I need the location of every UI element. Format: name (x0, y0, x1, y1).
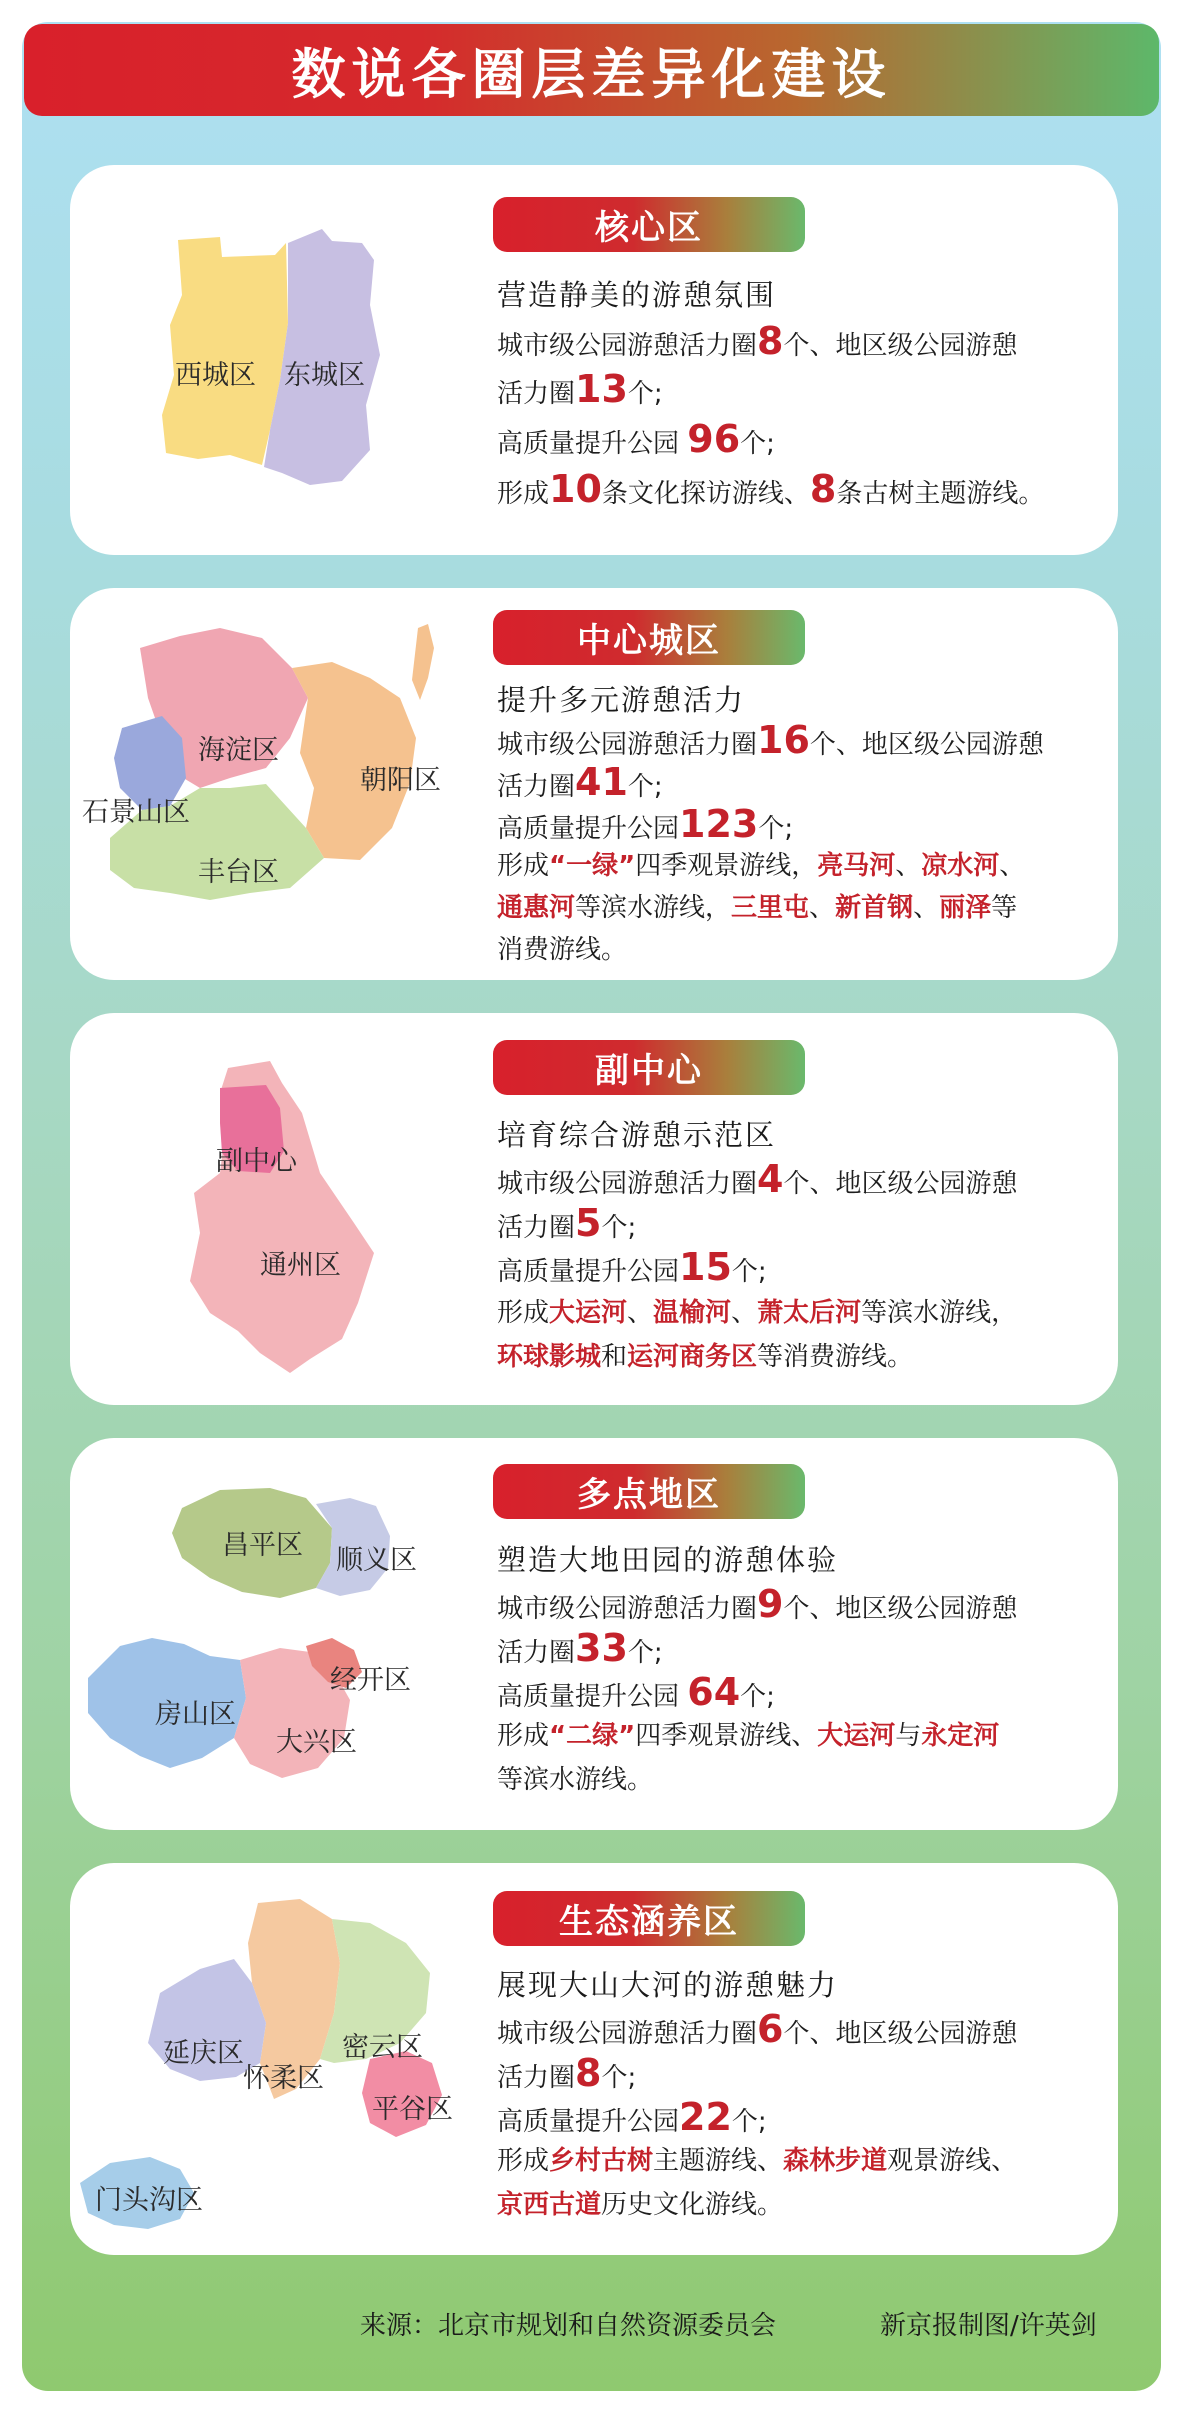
section-card-ecological (70, 1863, 1118, 2255)
stat-number: 16 (757, 718, 810, 762)
text-span: 个; (731, 1257, 767, 1287)
text-span: 、 (627, 1298, 654, 1328)
section-heading: 中心城区 (493, 610, 805, 665)
text-span: 个; (731, 2107, 767, 2137)
stat-number: 6 (757, 2007, 784, 2051)
district-label: 顺义区 (336, 1545, 417, 1576)
map-multipoint-svg (70, 1438, 490, 1830)
stat-number: 96 (687, 417, 741, 461)
text-span: 个、地区级公园游憩 (783, 331, 1018, 361)
district-label: 东城区 (284, 360, 365, 391)
text-span: 高质量提升公园 (497, 1682, 688, 1712)
district-label: 经开区 (330, 1665, 411, 1696)
district-label: 大兴区 (276, 1727, 357, 1758)
highlight-text: 大运河 (549, 1298, 628, 1328)
text-span: 形成 (497, 479, 550, 509)
stat-line (497, 1628, 663, 1673)
text-span: 城市级公园游憩活力圈 (497, 1594, 758, 1624)
text-span: 活力圈 (497, 1638, 576, 1668)
text-span: 个; (627, 772, 663, 802)
stat-number: 4 (757, 1157, 784, 1201)
text-span: 高质量提升公园 (497, 1257, 680, 1287)
map-core (70, 165, 490, 555)
highlight-text: “一绿” (549, 851, 636, 881)
text-span: 城市级公园游憩活力圈 (497, 730, 758, 760)
highlight-text: 京西古道 (497, 2190, 602, 2220)
stat-line (497, 321, 1017, 366)
section-heading: 核心区 (493, 197, 805, 252)
stat-line (497, 2097, 767, 2142)
text-span: 主题游线、 (653, 2146, 784, 2176)
text-span: 活力圈 (497, 379, 576, 409)
stat-number: 123 (679, 802, 759, 846)
stat-number: 9 (757, 1582, 784, 1626)
text-span: 条古树主题游线。 (836, 479, 1045, 509)
section-card-core (70, 165, 1118, 555)
footer-source: 来源：北京市规划和自然资源委员会 (360, 2311, 777, 2341)
stat-line (497, 888, 1017, 928)
district-label: 密云区 (342, 2032, 423, 2063)
stat-line (497, 1203, 636, 1248)
highlight-text: 永定河 (921, 1721, 1000, 1751)
text-span: 等滨水游线， (575, 893, 732, 923)
stat-number: 13 (575, 367, 628, 411)
section-heading: 多点地区 (493, 1464, 805, 1519)
text-span: 个、地区级公园游憩 (783, 1169, 1018, 1199)
text-span: 个; (740, 429, 775, 459)
highlight-text: 萧太后河 (757, 1298, 862, 1328)
district-label: 朝阳区 (360, 765, 441, 796)
stat-line (497, 419, 775, 464)
text-span: 、 (809, 893, 836, 923)
stat-number: 8 (809, 467, 837, 511)
stat-line (497, 762, 663, 807)
text-span: 和 (601, 1342, 628, 1372)
stat-line (497, 2053, 636, 2098)
map-central (70, 588, 490, 980)
section-heading: 副中心 (493, 1040, 805, 1095)
highlight-text: 亮马河 (817, 851, 896, 881)
map-subcenter-svg (70, 1013, 490, 1405)
text-span: 活力圈 (497, 1213, 576, 1243)
district-label: 怀柔区 (243, 2063, 324, 2094)
text-span: 城市级公园游憩活力圈 (497, 1169, 758, 1199)
stat-line (497, 1716, 999, 1756)
stat-line (497, 369, 663, 414)
text-span: 四季观景游线、 (635, 1721, 818, 1751)
section-card-multipoint (70, 1438, 1118, 1830)
map-multipoint (70, 1438, 490, 1830)
text-span: 等消费游线。 (757, 1342, 914, 1372)
text-span: 高质量提升公园 (497, 814, 680, 844)
stat-line: 消费游线。 (497, 935, 628, 965)
map-ecological (70, 1863, 490, 2255)
district-label: 石景山区 (82, 797, 190, 828)
highlight-text: 三里屯 (731, 893, 810, 923)
stat-line (497, 2009, 1017, 2054)
stat-number: 10 (549, 467, 602, 511)
stat-line (497, 2141, 1017, 2181)
highlight-text: 温榆河 (653, 1298, 732, 1328)
text-span: 、 (999, 851, 1026, 881)
stat-number: 15 (679, 1245, 732, 1289)
district-label: 平谷区 (372, 2094, 453, 2125)
district-label: 西城区 (175, 360, 256, 391)
highlight-text: 新首钢 (835, 893, 914, 923)
stat-line (497, 2185, 783, 2225)
stat-line (497, 1293, 1017, 1333)
stat-line (497, 469, 1044, 514)
highlight-text: 大运河 (817, 1721, 896, 1751)
region-chaoyang-exclave (412, 624, 434, 700)
text-span: 高质量提升公园 (497, 2107, 680, 2137)
text-span: 形成 (497, 1298, 550, 1328)
district-label: 房山区 (155, 1699, 236, 1730)
stat-line (497, 720, 1044, 765)
stat-number: 33 (575, 1626, 628, 1670)
footer-credit: 新京报制图/许英剑 (880, 2311, 1097, 2341)
text-span: 条文化探访游线、 (601, 479, 810, 509)
stat-number: 22 (679, 2095, 732, 2139)
text-span: 形成 (497, 2146, 550, 2176)
stat-number: 8 (575, 2051, 602, 2095)
text-span: 个、地区级公园游憩 (783, 1594, 1018, 1624)
highlight-text: 通惠河 (497, 893, 576, 923)
highlight-text: 森林步道 (783, 2146, 888, 2176)
title-banner (24, 24, 1159, 116)
district-label: 丰台区 (198, 857, 279, 888)
stat-line (497, 1159, 1017, 1204)
text-span: 等 (991, 893, 1018, 923)
text-span: 、 (731, 1298, 758, 1328)
district-label: 门头沟区 (95, 2185, 203, 2216)
text-span: 历史文化游线。 (601, 2190, 784, 2220)
section-subtitle: 营造静美的游憩氛围 (497, 278, 777, 312)
text-span: 个; (627, 379, 663, 409)
text-span: 形成 (497, 1721, 550, 1751)
stat-line (497, 804, 793, 849)
stat-number: 64 (687, 1670, 741, 1714)
page-title: 数说各圈层差异化建设 (291, 41, 892, 106)
text-span: 等滨水游线， (861, 1298, 1018, 1328)
text-span: 个、地区级公园游憩 (783, 2019, 1018, 2049)
stat-number: 5 (575, 1201, 602, 1245)
section-subtitle: 提升多元游憩活力 (497, 683, 746, 717)
text-span: 形成 (497, 851, 550, 881)
section-subtitle: 塑造大地田园的游憩体验 (497, 1543, 839, 1577)
text-span: 观景游线、 (887, 2146, 1018, 2176)
highlight-text: 运河商务区 (627, 1342, 758, 1372)
section-card-central (70, 588, 1118, 980)
text-span: 城市级公园游憩活力圈 (497, 331, 758, 361)
stat-number: 8 (757, 319, 784, 363)
section-subtitle: 展现大山大河的游憩魅力 (497, 1968, 839, 2002)
district-label: 昌平区 (222, 1530, 303, 1561)
section-subtitle: 培育综合游憩示范区 (497, 1118, 777, 1152)
stat-line: 等滨水游线。 (497, 1765, 654, 1795)
region-tongzhou (190, 1061, 374, 1373)
text-span: 四季观景游线， (635, 851, 818, 881)
highlight-text: 丽泽 (939, 893, 992, 923)
district-label: 海淀区 (198, 735, 279, 766)
text-span: 高质量提升公园 (497, 429, 688, 459)
map-core-svg (70, 165, 490, 555)
stat-line (497, 1672, 775, 1717)
region-xicheng (162, 237, 288, 465)
district-label: 通州区 (260, 1250, 341, 1281)
stat-line (497, 846, 1025, 886)
stat-line (497, 1337, 913, 1377)
text-span: 、 (913, 893, 940, 923)
text-span: 个、地区级公园游憩 (809, 730, 1044, 760)
highlight-text: 乡村古树 (549, 2146, 654, 2176)
stat-number: 41 (575, 760, 628, 804)
section-card-subcenter (70, 1013, 1118, 1405)
text-span: 活力圈 (497, 2063, 576, 2093)
text-span: 个; (601, 2063, 637, 2093)
highlight-text: 凉水河 (921, 851, 1000, 881)
district-label: 副中心 (216, 1146, 297, 1177)
highlight-text: “二绿” (549, 1721, 636, 1751)
text-span: 城市级公园游憩活力圈 (497, 2019, 758, 2049)
highlight-text: 环球影城 (497, 1342, 602, 1372)
text-span: 个; (601, 1213, 637, 1243)
district-label: 延庆区 (163, 2038, 244, 2069)
text-span: 个; (740, 1682, 775, 1712)
text-span: 、 (895, 851, 922, 881)
stat-line (497, 1584, 1017, 1629)
map-subcenter (70, 1013, 490, 1405)
text-span: 与 (895, 1721, 922, 1751)
stat-line (497, 1247, 767, 1292)
section-heading: 生态涵养区 (493, 1891, 805, 1946)
text-span: 个; (627, 1638, 663, 1668)
text-span: 活力圈 (497, 772, 576, 802)
text-span: 个; (758, 814, 794, 844)
